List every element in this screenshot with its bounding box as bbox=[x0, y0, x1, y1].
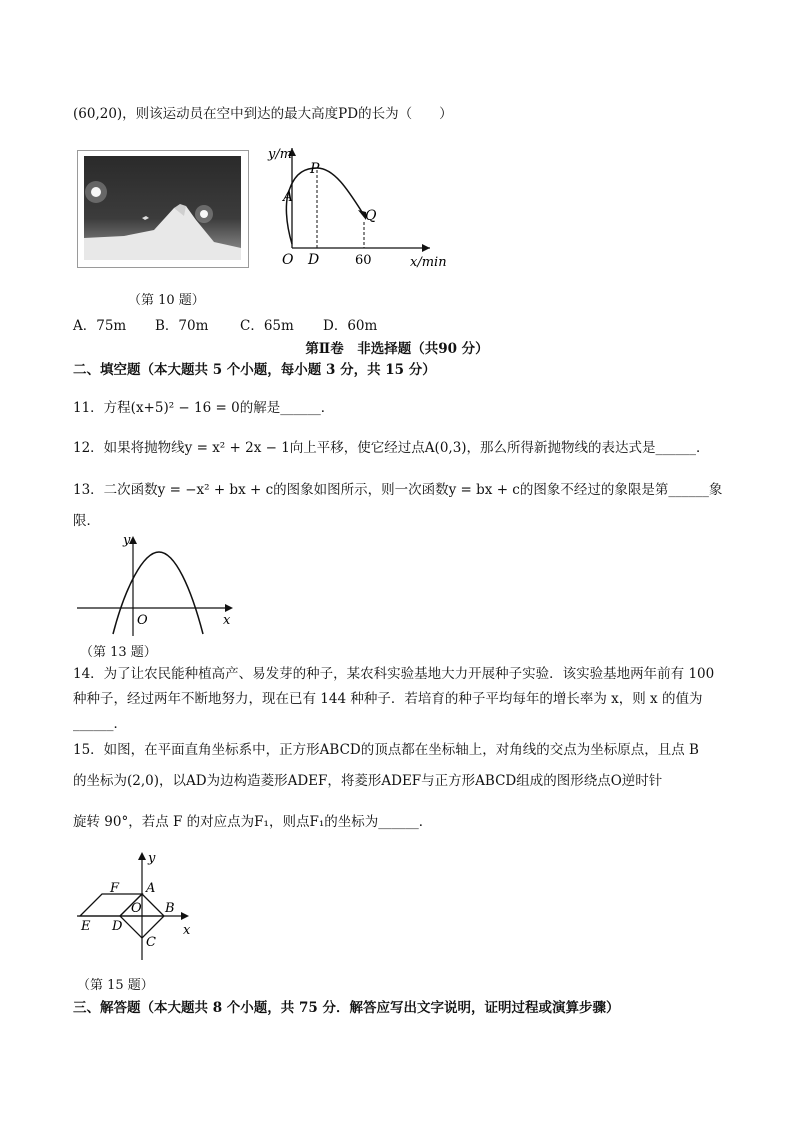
q10-point-q: Q bbox=[365, 208, 377, 224]
q10-graph bbox=[262, 140, 447, 270]
section2-heading: 二、填空题（本大题共 5 个小题，每小题 3 分，共 15 分） bbox=[73, 362, 436, 378]
q15-label-d: D bbox=[112, 919, 123, 934]
q11-text: 11．方程(x+5)² − 16 = 0的解是______． bbox=[73, 400, 335, 416]
q10-x-tick: 60 bbox=[355, 253, 372, 268]
q10-x-label: x/min bbox=[410, 255, 447, 270]
q12-text: 12．如果将抛物线y = x² + 2x − 1向上平移，使它经过点A(0,3)，那么所得新抛物线的表达式是______． bbox=[73, 440, 710, 456]
q13-x-label: x bbox=[223, 613, 231, 628]
q13-line2: 限． bbox=[73, 513, 100, 529]
q10-point-d: D bbox=[308, 252, 320, 268]
q15-graph bbox=[73, 842, 203, 967]
q10-point-p: P bbox=[310, 161, 320, 177]
q13-line1: 13．二次函数y = −x² + bx + c的图象如图所示，则一次函数y = bx + c的图象不经过的象限是第______象 bbox=[73, 482, 723, 498]
q10-y-label: y/m bbox=[268, 147, 293, 162]
q13-graph bbox=[73, 528, 238, 640]
q15-label-o: O bbox=[131, 901, 142, 916]
q15-line1: 15．如图，在平面直角坐标系中，正方形ABCD的顶点都在坐标轴上，对角线的交点为坐标原点，且点 B bbox=[73, 742, 699, 758]
q15-label-f: F bbox=[110, 881, 120, 896]
q15-label-b: B bbox=[165, 901, 175, 916]
q15-label-a: A bbox=[146, 881, 156, 896]
q15-x-label: x bbox=[183, 923, 191, 938]
q15-line2: 的坐标为(2,0)，以AD为边构造菱形ADEF，将菱形ADEF与正方形ABCD组成的图形绕点O逆时针 bbox=[73, 773, 663, 789]
q15-y-label: y bbox=[148, 851, 156, 866]
q10-option-b: B．70m bbox=[155, 318, 209, 334]
q14-line3: ______． bbox=[73, 716, 127, 732]
q10-option-c: C．65m bbox=[240, 318, 294, 334]
q15-line3: 旋转 90°，若点 F 的对应点为F₁，则点F₁的坐标为______． bbox=[73, 814, 433, 830]
section2-title: 第Ⅱ卷 非选择题（共90 分） bbox=[305, 341, 489, 357]
q15-label-c: C bbox=[146, 935, 156, 950]
q15-caption: （第 15 题） bbox=[77, 978, 154, 993]
q10-option-a: A．75m bbox=[73, 318, 127, 334]
q13-y-label: y bbox=[123, 533, 131, 548]
q14-line1: 14．为了让农民能种植高产、易发芽的种子，某农科实验基地大力开展种子实验．该实验基地两年前有 100 bbox=[73, 666, 715, 682]
q10-point-a: A bbox=[283, 189, 294, 205]
q10-option-d: D．60m bbox=[323, 318, 378, 334]
section3-heading: 三、解答题（本大题共 8 个小题，共 75 分．解答应写出文字说明，证明过程或演算步骤） bbox=[73, 1000, 620, 1016]
q10-origin-label: O bbox=[282, 252, 294, 268]
q14-line2: 种种子，经过两年不断地努力，现在已有 144 种种子．若培育的种子平均每年的增长率为 x，则 x 的值为 bbox=[73, 691, 703, 707]
q13-caption: （第 13 题） bbox=[80, 645, 157, 660]
ski-jump-photo bbox=[77, 150, 249, 268]
q15-label-e: E bbox=[81, 919, 91, 934]
q13-origin-label: O bbox=[137, 613, 148, 628]
q10-caption: （第 10 题） bbox=[128, 293, 205, 308]
q10-text: (60,20)，则该运动员在空中到达的最大高度PD的长为（ ） bbox=[73, 106, 453, 122]
